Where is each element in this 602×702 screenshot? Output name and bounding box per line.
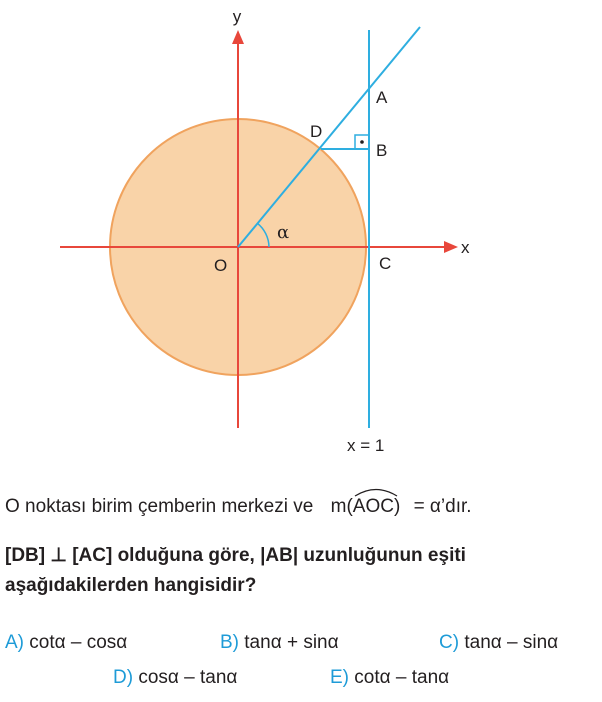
point-c-label: C <box>379 254 392 273</box>
option-e-text: cotα – tanα <box>354 667 450 688</box>
point-o-label: O <box>214 256 228 275</box>
option-d-text: cosα – tanα <box>138 667 238 688</box>
option-c-letter: C) <box>439 632 460 653</box>
option-a-letter: A) <box>5 632 24 653</box>
option-c-text: tanα – sinα <box>464 632 559 653</box>
option-b[interactable] <box>220 632 339 654</box>
right-angle-dot <box>360 140 364 144</box>
option-a[interactable] <box>5 632 127 654</box>
point-b-label: B <box>376 141 388 160</box>
angle-name-text: AOC <box>352 496 394 517</box>
option-d[interactable] <box>113 667 237 689</box>
option-a-text: cotα – cosα <box>29 632 128 653</box>
problem-statement: O noktası birim çemberin merkezi ve m( AOC) = α’dır. <box>5 496 472 518</box>
option-e-letter: E) <box>330 667 349 688</box>
statement-after: = α’dır. <box>413 496 472 517</box>
option-b-text: tanα + sinα <box>244 632 339 653</box>
question-text: [DB] ⊥ [AC] olduğuna göre, |AB| uzunluğunun eşiti aşağıdakilerden hangisidir? <box>5 545 466 596</box>
statement-before: O noktası birim çemberin merkezi ve <box>5 496 314 517</box>
y-axis-arrow <box>232 30 244 44</box>
option-d-letter: D) <box>113 667 134 688</box>
angle-alpha-label: α <box>277 222 290 243</box>
measure-symbol: m <box>330 496 347 517</box>
option-b-letter: B) <box>220 632 239 653</box>
x-axis-label: x <box>461 238 470 257</box>
option-c[interactable] <box>439 632 558 654</box>
option-e[interactable] <box>330 667 449 689</box>
point-d-label: D <box>310 122 323 141</box>
angle-arc-mark <box>353 487 399 497</box>
line-equation-label: x = 1 <box>347 436 385 455</box>
x-axis-arrow <box>444 241 458 253</box>
angle-name <box>353 496 394 518</box>
y-axis-label: y <box>232 7 242 26</box>
point-a-label: A <box>376 88 388 107</box>
